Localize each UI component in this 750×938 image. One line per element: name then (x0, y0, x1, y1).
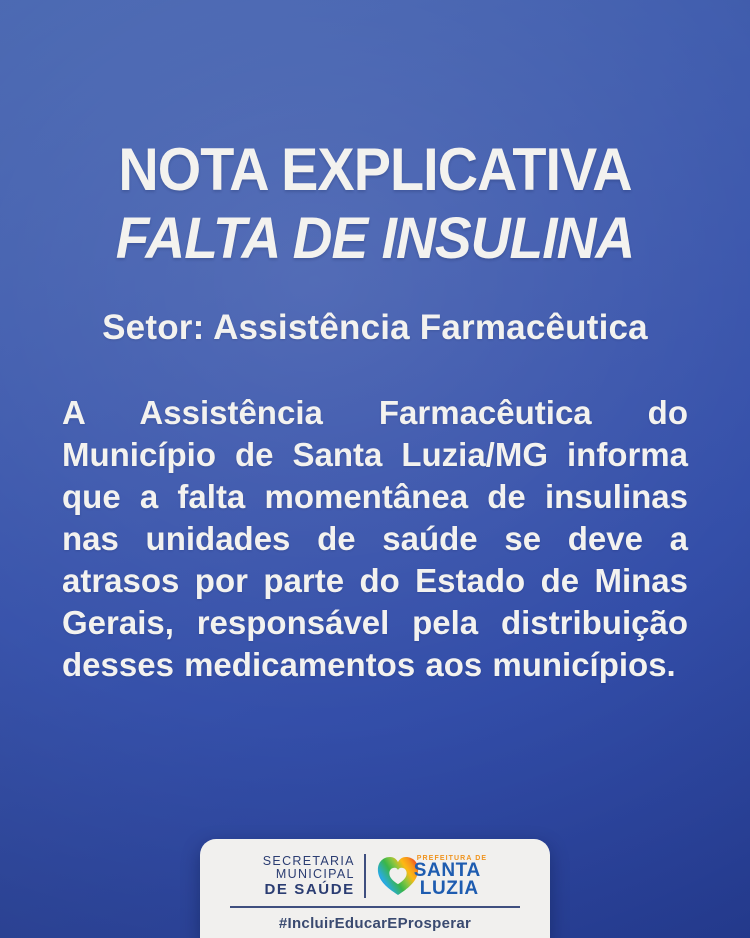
city-name-line-1: SANTA (413, 860, 481, 882)
body-paragraph: A Assistência Farmacêutica do Município de Santa Luzia/MG informa que a falta momentânea de insulinas nas unidades de saúde se deve a atrasos por parte do Estado de Minas Gerais, responsável pela distribuição desses medicamentos aos municípios. (62, 394, 688, 683)
department-line-2: MUNICIPAL (275, 866, 355, 881)
vertical-divider (364, 854, 366, 898)
note-subtitle: FALTA DE INSULINA (115, 206, 635, 271)
city-name-block (414, 855, 487, 897)
department-line-1: SECRETARIA (262, 853, 355, 868)
sector-label: Setor: Assistência Farmacêutica (102, 308, 648, 347)
brand-row (200, 852, 550, 900)
prefeitura-tagline: PREFEITURA DE (416, 855, 488, 863)
note-title: NOTA EXPLICATIVA (118, 136, 632, 203)
footer-card (200, 839, 550, 938)
horizontal-divider (230, 906, 520, 908)
title-block (0, 0, 750, 348)
hashtag-slogan: #IncluirEducarEProsperar (278, 915, 472, 932)
city-logo (375, 855, 487, 897)
department-name (263, 855, 355, 898)
department-line-3: DE SAÚDE (264, 880, 355, 898)
city-name-line-2: LUZIA (419, 877, 479, 899)
